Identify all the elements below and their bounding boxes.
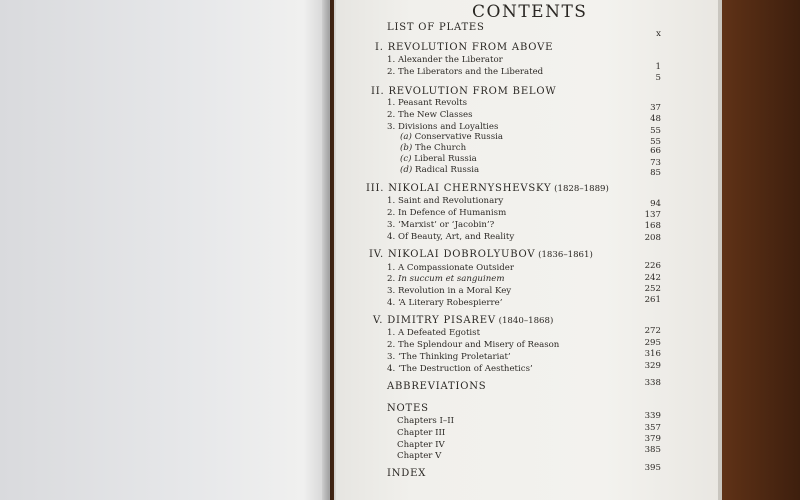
toc-page-number: 5 [655, 73, 661, 83]
toc-entry-number: 4. [387, 364, 398, 374]
toc-entry [387, 122, 498, 132]
toc-heading [366, 183, 609, 194]
toc-heading [375, 42, 553, 53]
toc-entry-number: 2. [387, 67, 398, 77]
toc-entry-title: Conservative Russia [414, 132, 504, 142]
page-edge [718, 0, 722, 500]
toc-heading [369, 249, 593, 260]
toc-entry [387, 55, 503, 65]
toc-page-number: 379 [644, 434, 661, 444]
toc-page-number: 168 [644, 221, 661, 231]
toc-page-number: 73 [650, 158, 661, 168]
toc-entry-number: 2. [387, 110, 398, 120]
toc-entry [387, 328, 480, 338]
toc-entry-number: 1. [387, 196, 398, 206]
toc-heading [387, 468, 426, 479]
toc-entry-title: ‘A Literary Robespierre’ [397, 298, 503, 308]
toc-page-number: 208 [644, 233, 661, 243]
toc-heading [387, 403, 429, 414]
toc-entry-number: 1. [387, 328, 398, 338]
toc-heading [371, 86, 556, 97]
toc-page-number: 242 [644, 273, 661, 283]
toc-page-number: 261 [644, 295, 661, 305]
toc-page-number: 338 [644, 378, 661, 388]
toc-entry [397, 428, 445, 438]
toc-entry [397, 440, 445, 450]
toc-entry-title: NOTES [387, 403, 429, 414]
toc-entry [397, 416, 454, 426]
toc-entry-number: 1. [387, 263, 398, 273]
toc-entry-number: 3. [387, 352, 398, 362]
toc-entry-title: A Compassionate Outsider [397, 263, 514, 273]
toc-heading-dates: (1836–1861) [535, 250, 593, 260]
toc-entry [400, 143, 466, 153]
toc-entry-title: II. REVOLUTION FROM BELOW [371, 86, 557, 97]
toc-entry-title: Alexander the Liberator [397, 55, 503, 65]
toc-entry [387, 340, 559, 350]
toc-entry-title: Revolution in a Moral Key [397, 286, 512, 296]
toc-entry-number: 2. [387, 274, 398, 284]
toc-entry-title: The Splendour and Misery of Reason [397, 340, 560, 350]
toc-page-number: 226 [644, 261, 661, 271]
toc-entry-number: (a) [400, 132, 415, 142]
toc-entry-number: 1. [387, 55, 398, 65]
toc-heading [373, 315, 553, 326]
toc-page-number: 295 [644, 338, 661, 348]
toc-entry-title: Chapter III [397, 428, 446, 438]
toc-page-number: 55 [650, 137, 661, 147]
toc-page-number: 37 [650, 103, 661, 113]
toc-page-number: 357 [644, 423, 661, 433]
toc-entry-title: Chapters I–II [397, 416, 455, 426]
toc-page-number: x [656, 29, 661, 39]
toc-page-number: 252 [644, 284, 661, 294]
toc-entry [397, 451, 441, 461]
toc-entry-title: Liberal Russia [414, 154, 477, 164]
toc-entry-number: 1. [387, 98, 398, 108]
toc-entry [400, 132, 503, 142]
toc-entry-number: (b) [400, 143, 415, 153]
toc-entry [400, 154, 477, 164]
toc-entry [387, 67, 543, 77]
toc-entry-title: Saint and Revolutionary [397, 196, 504, 206]
toc-entry [387, 220, 494, 230]
toc-entry-number: 3. [387, 220, 398, 230]
toc-entry-title: The New Classes [397, 110, 473, 120]
toc-entry [387, 298, 502, 308]
toc-entry-title: ‘The Thinking Proletariat’ [397, 352, 511, 362]
toc-entry [387, 352, 511, 362]
toc-entry-title: ‘The Destruction of Aesthetics’ [397, 364, 533, 374]
toc-page-number: 55 [650, 126, 661, 136]
toc-entry-number: 2. [387, 340, 398, 350]
toc-entry-title: V. DIMITRY PISAREV [373, 315, 496, 326]
toc-entry [387, 110, 472, 120]
toc-entry [387, 208, 506, 218]
toc-entry-title: Radical Russia [414, 165, 480, 175]
toc-entry-title: The Church [414, 143, 467, 153]
toc-entry [387, 364, 533, 374]
toc-entry-title: I. REVOLUTION FROM ABOVE [375, 42, 554, 53]
toc-heading-dates: (1828–1889) [551, 184, 609, 194]
toc-entry-number: (d) [400, 165, 415, 175]
toc-entry-title: III. NIKOLAI CHERNYSHEVSKY [366, 183, 552, 194]
toc-heading [387, 22, 485, 33]
toc-entry-title: The Liberators and the Liberated [397, 67, 544, 77]
toc-page-number: 48 [650, 114, 661, 124]
toc-page-number: 385 [644, 445, 661, 455]
toc-entry-number: (c) [400, 154, 415, 164]
toc-entry-number: 4. [387, 232, 398, 242]
toc-entry-number: 3. [387, 286, 398, 296]
toc-page-number: 339 [644, 411, 661, 421]
toc-entry [387, 263, 514, 273]
toc-entry [387, 196, 503, 206]
toc-entry [387, 286, 511, 296]
toc-entry-number: 4. [387, 298, 398, 308]
toc-entry-title: INDEX [387, 468, 427, 479]
contents-title: CONTENTS [472, 2, 588, 22]
toc-entry-title: In Defence of Humanism [397, 208, 507, 218]
toc-entry-number: 3. [387, 122, 398, 132]
toc-entry [400, 165, 479, 175]
toc-entry-number: 2. [387, 208, 398, 218]
toc-page-number: 395 [644, 463, 661, 473]
toc-entry [387, 98, 467, 108]
toc-page-number: 85 [650, 168, 661, 178]
toc-page-number: 66 [650, 146, 661, 156]
toc-page-number: 316 [644, 349, 661, 359]
toc-entry-title: A Defeated Egotist [397, 328, 481, 338]
toc-entry-title: LIST OF PLATES [387, 22, 485, 33]
toc-page-number: 329 [644, 361, 661, 371]
toc-entry [387, 274, 504, 284]
toc-entry-title: Chapter IV [397, 440, 445, 450]
book-gutter [322, 0, 336, 500]
toc-page-number: 137 [644, 210, 661, 220]
toc-entry-title: Chapter V [397, 451, 442, 461]
toc-entry-title: Divisions and Loyalties [397, 122, 499, 132]
toc-entry [387, 232, 514, 242]
toc-page-number: 1 [655, 62, 661, 72]
toc-heading [387, 381, 486, 392]
toc-entry-title: ‘Marxist’ or ‘Jacobin’? [397, 220, 495, 230]
toc-page-number: 272 [644, 326, 661, 336]
toc-heading-dates: (1840–1868) [495, 316, 554, 326]
toc-entry-title: Peasant Revolts [397, 98, 467, 108]
toc-entry-title: Of Beauty, Art, and Reality [397, 232, 515, 242]
toc-entry-title: IV. NIKOLAI DOBROLYUBOV [369, 249, 536, 260]
toc-page-number: 94 [650, 199, 661, 209]
toc-entry-title: ABBREVIATIONS [387, 381, 487, 392]
left-page [0, 0, 330, 500]
toc-entry-title: In succum et sanguinem [397, 274, 505, 284]
